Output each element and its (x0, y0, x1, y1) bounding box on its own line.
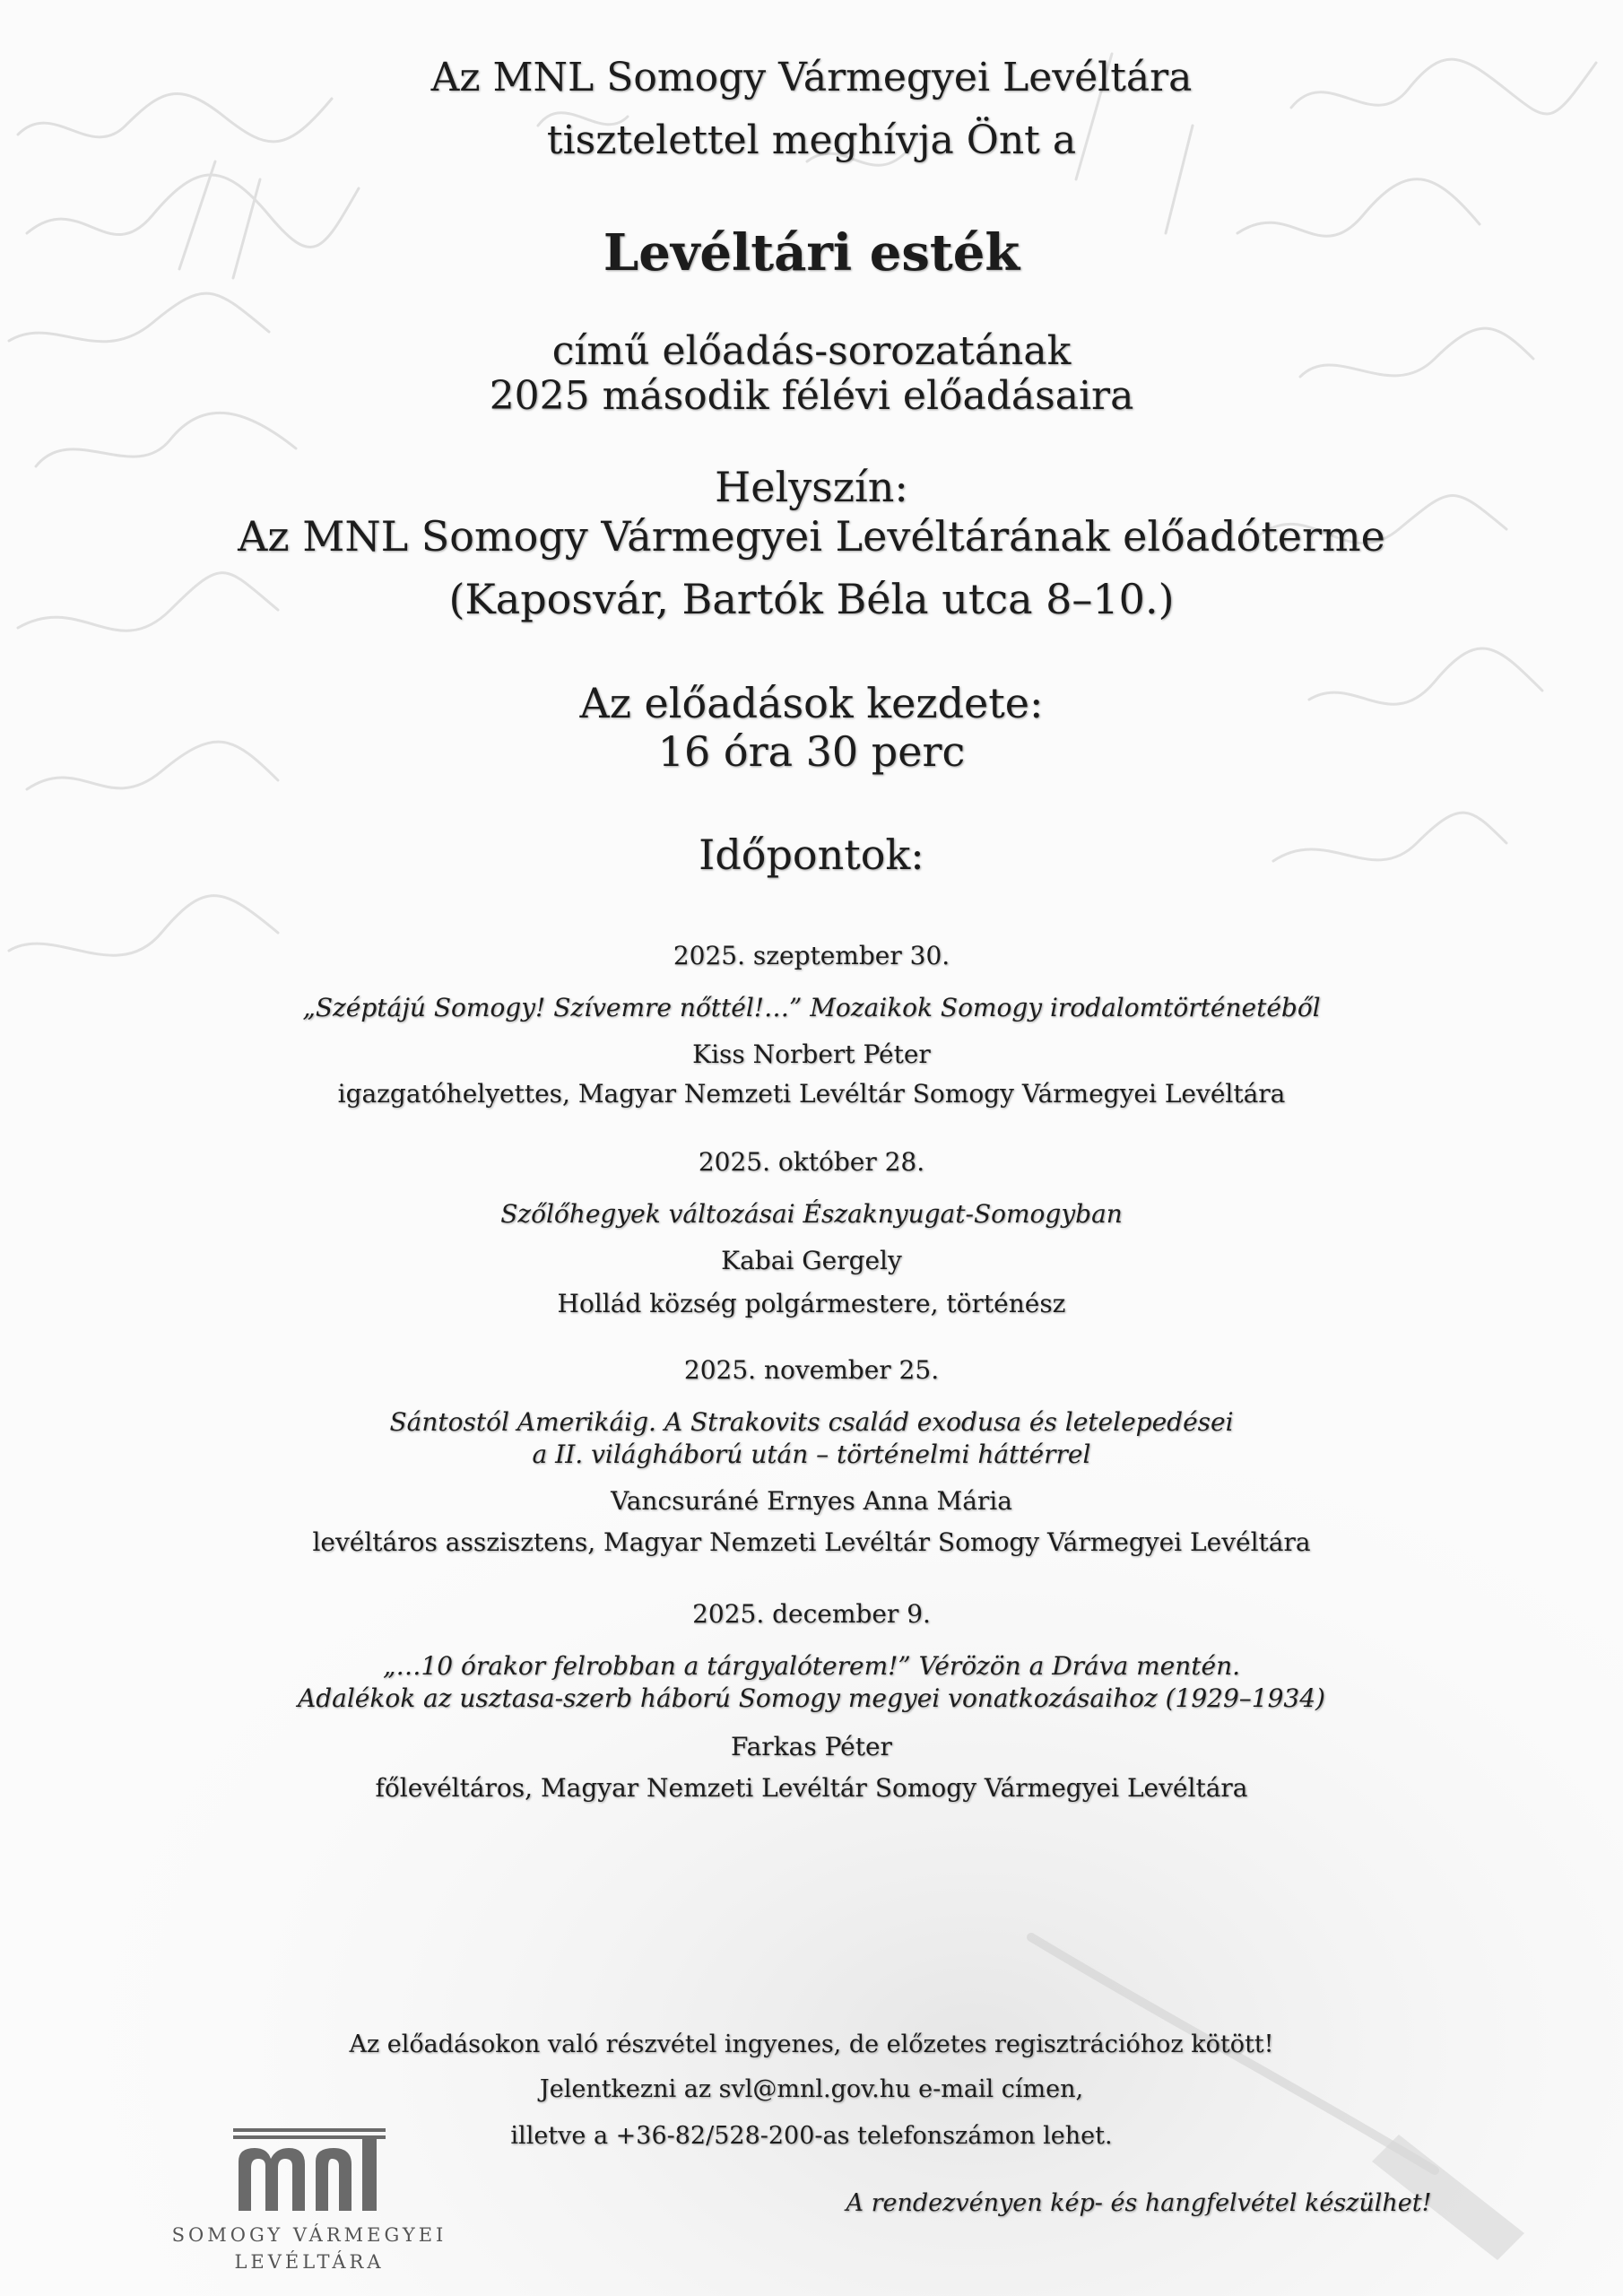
series-subtitle-2: 2025 második félévi előadásaira (489, 373, 1134, 419)
venue-address: (Kaposvár, Bartók Béla utca 8–10.) (448, 575, 1175, 623)
series-title: Levéltári esték (603, 223, 1020, 283)
event-title: „…10 órakor felrobban a tárgyalóterem!” Vérözön a Dráva mentén. (382, 1651, 1241, 1681)
logo-line-2: LEVÉLTÁRA (234, 2251, 385, 2273)
dates-label: Időpontok: (699, 831, 924, 879)
phone-note: illetve a +36-82/528-200-as telefonszámon lehet. (510, 2122, 1113, 2150)
event-date: 2025. december 9. (692, 1599, 931, 1629)
mnl-logo-mark (161, 2112, 457, 2220)
event-speaker-role: főlevéltáros, Magyar Nemzeti Levéltár Somogy Vármegyei Levéltára (375, 1773, 1248, 1803)
event-speaker-role: levéltáros asszisztens, Magyar Nemzeti Levéltár Somogy Vármegyei Levéltára (312, 1527, 1311, 1557)
venue-name: Az MNL Somogy Vármegyei Levéltárának előadóterme (238, 512, 1385, 561)
event-title: Szőlőhegyek változásai Északnyugat-Somogyban (500, 1199, 1123, 1229)
registration-note: Az előadásokon való részvétel ingyenes, de előzetes regisztrációhoz kötött! (349, 2031, 1274, 2058)
event-speaker-role: Hollád község polgármestere, történész (557, 1289, 1066, 1318)
logo-line-1: SOMOGY VÁRMEGYEI (171, 2224, 447, 2246)
series-subtitle-1: című előadás-sorozatának (551, 328, 1072, 374)
organizer-line: Az MNL Somogy Vármegyei Levéltára (430, 55, 1193, 100)
event-title: Sántostól Amerikáig. A Strakovits család exodusa és letelepedései (389, 1407, 1234, 1437)
event-speaker-role: igazgatóhelyettes, Magyar Nemzeti Levéltár Somogy Vármegyei Levéltára (337, 1079, 1286, 1109)
event-title: „Széptájú Somogy! Szívemre nőttél!…” Mozaikok Somogy irodalomtörténetéből (302, 993, 1321, 1022)
event-speaker: Farkas Péter (731, 1732, 892, 1761)
event-speaker: Kiss Norbert Péter (692, 1039, 931, 1069)
start-label: Az előadások kezdete: (579, 679, 1044, 727)
event-speaker: Vancsuráné Ernyes Anna Mária (611, 1486, 1012, 1516)
event-speaker: Kabai Gergely (721, 1246, 902, 1275)
event-date: 2025. október 28. (698, 1147, 925, 1177)
venue-label: Helyszín: (715, 463, 908, 511)
event-date: 2025. november 25. (683, 1355, 940, 1385)
mnl-logo (161, 2112, 457, 2278)
event-title-line-2: Adalékok az usztasa-szerb háború Somogy megyei vonatkozásaihoz (1929–1934) (298, 1683, 1325, 1713)
email-note: Jelentkezni az svl@mnl.gov.hu e-mail címen, (539, 2075, 1084, 2103)
recording-notice: A rendezvényen kép- és hangfelvétel készülhet! (846, 2189, 1432, 2217)
start-time: 16 óra 30 perc (657, 727, 966, 776)
invite-line: tisztelettel meghívja Önt a (546, 117, 1077, 163)
event-date: 2025. szeptember 30. (673, 941, 950, 970)
event-title-line-2: a II. világháború után – történelmi háttérrel (532, 1439, 1091, 1469)
